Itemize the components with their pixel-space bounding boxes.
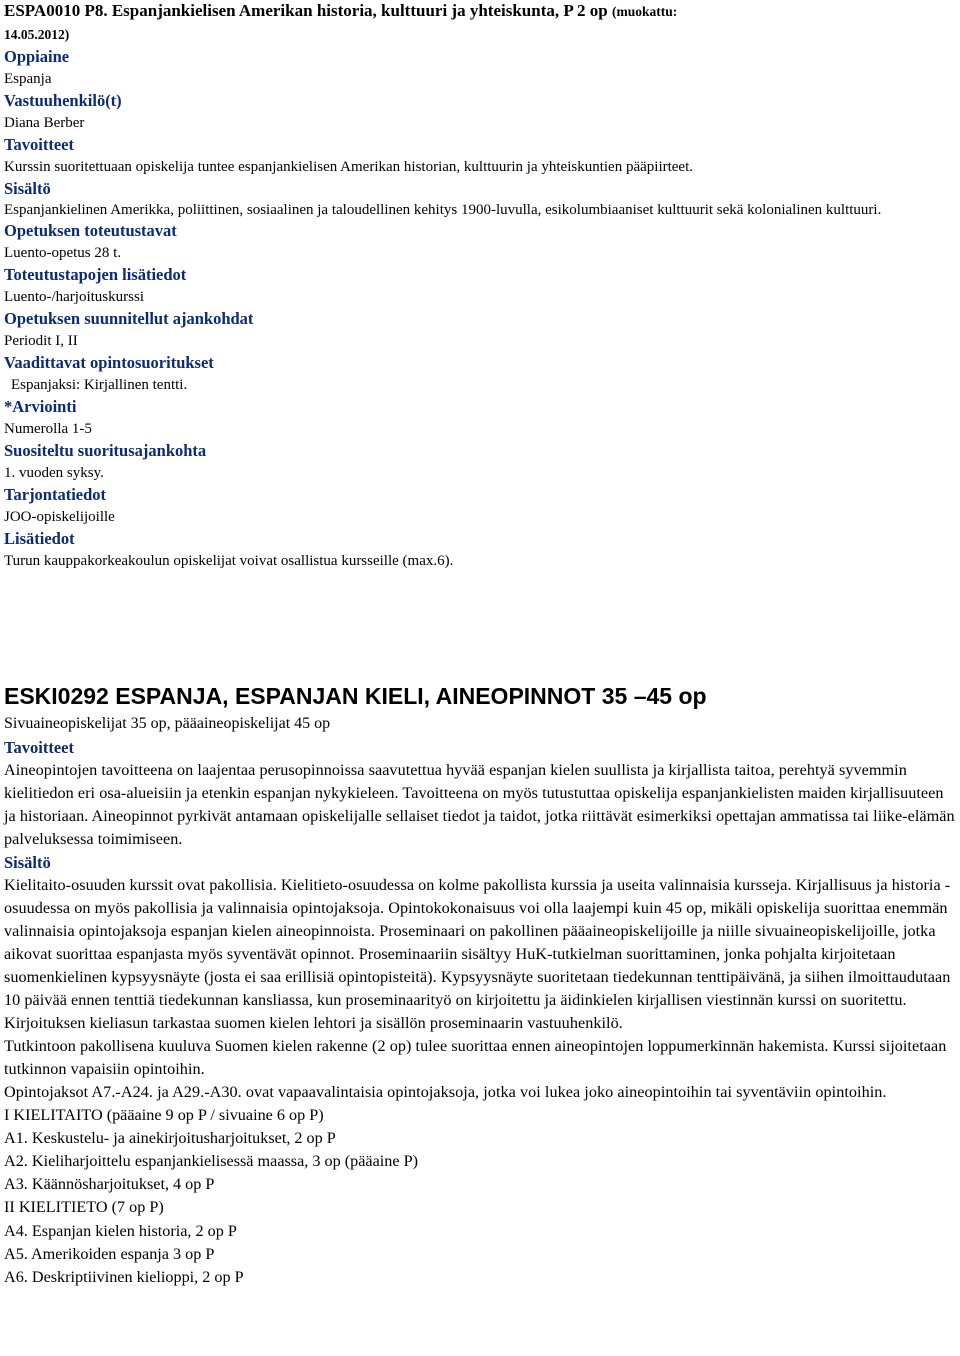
module-content-text-3: Opintojaksot A7.-A24. ja A29.-A30. ovat vapaavalintaisia opintojaksoja, jotka voi lukea joko aineopintoihin tai syventäviin opintoihin. [4, 1082, 887, 1101]
module-heading [4, 683, 956, 709]
section-heading-recommended-time: Suositeltu suoritusajankohta [4, 441, 207, 460]
module-content-text: Kielitaito-osuuden kurssit ovat pakollisia. Kielitieto-osuudessa on kolme pakollista kurssia ja useita valinnaisia kursseja. Kirjallisuus ja historia -osuudessa on myös pakollisia ja valinnaisia opintojaksoja. Opintokokonaisuus voi olla laajempi kuin 45 op, mikäli opiskelija suorittaa enemmän valinnaisia opintojaksoja espanjan kielen aineopinnoista. Proseminaari on pakollinen pääaineopiskelijoille ja niille sivuaineopiskelijoille, jotka aikovat suorittaa espanjasta myös syventävät opinnot. Proseminaariin sisältyy HuK-tutkielman suorittaminen, jonka pohjalta kirjoitetaan suomenkielinen kypsyysnäyte (josta ei saa erillisiä opintopisteitä). Kypsyysnäyte suoritetaan tiedekunnan tenttipäivänä, ja siihen ilmoittaudutaan 10 päivää ennen tenttiä tiedekunnan kansliassa, kun proseminaarityö on kirjoitettu ja äidinkielen kirjallisen viestinnän kurssi on suoritettu. Kirjoituksen kieliasun tarkastaa suomen kielen lehtori ja sisällön proseminaarin vastuuhenkilö. [4, 875, 951, 1032]
section-text-content: Espanjankielinen Amerikka, poliittinen, sosiaalinen ja taloudellinen kehitys 1900-luvulla, esikolumbiaaniset kulttuurit sekä kolonialinen kulttuuri. [4, 202, 882, 218]
section-heading-schedule: Opetuksen suunnitellut ajankohdat [4, 309, 254, 328]
list-item: I KIELITAITO (pääaine 9 op P / sivuaine 6 op P) [4, 1105, 324, 1124]
section-heading-method-details: Toteutustapojen lisätiedot [4, 265, 187, 284]
section-text-schedule: Periodit I, II [4, 333, 78, 349]
module-content-heading: Sisältö [4, 852, 51, 872]
module-goals-heading: Tavoitteet [4, 737, 74, 757]
section-text-method-details: Luento-/harjoituskurssi [4, 289, 144, 305]
list-item: A3. Käännösharjoitukset, 4 op P [4, 1175, 215, 1194]
course-block [4, 0, 956, 572]
list-item: A5. Amerikoiden espanja 3 op P [4, 1244, 215, 1263]
section-heading-offering: Tarjontatiedot [4, 485, 107, 504]
module-subtitle: Sivuaineopiskelijat 35 op, pääaineopiskelijat 45 op [4, 715, 331, 732]
section-heading-teaching-methods: Opetuksen toteutustavat [4, 221, 177, 240]
section-heading-subject: Oppiaine [4, 47, 70, 66]
module-block [4, 683, 956, 1289]
module-heading-sep: – [633, 683, 647, 709]
section-text-offering: JOO-opiskelijoille [4, 509, 115, 525]
section-text-goals: Kurssin suoritettuaan opiskelija tuntee espanjankielisen Amerikan historian, kulttuurin ja yhteiskuntien pääpiirteet. [4, 159, 694, 175]
section-text-recommended-time: 1. vuoden syksy. [4, 465, 104, 481]
list-item: A4. Espanjan kielen historia, 2 op P [4, 1221, 237, 1240]
list-item: A1. Keskustelu- ja ainekirjoitusharjoitukset, 2 op P [4, 1128, 336, 1147]
course-title [4, 0, 956, 46]
section-heading-content: Sisältö [4, 179, 51, 198]
module-heading-text: ESKI0292 ESPANJA, ESPANJAN KIELI, AINEOPINNOT 35 [4, 683, 628, 709]
list-item: II KIELITIETO (7 op P) [4, 1198, 164, 1217]
section-heading-assessment: *Arviointi [4, 397, 77, 416]
section-text-responsible: Diana Berber [4, 115, 85, 131]
section-text-subject: Espanja [4, 71, 52, 87]
module-heading-tail: 45 op [646, 683, 707, 709]
section-heading-additional-info: Lisätiedot [4, 529, 75, 548]
document-page [4, 0, 956, 1286]
section-heading-requirements: Vaadittavat opintosuoritukset [4, 353, 214, 372]
section-text-assessment: Numerolla 1-5 [4, 421, 92, 437]
section-text-additional-info: Turun kauppakorkeakoulun opiskelijat voivat osallistua kursseille (max.6). [4, 553, 454, 569]
list-item: A6. Deskriptiivinen kielioppi, 2 op P [4, 1267, 244, 1286]
course-title-text: ESPA0010 P8. Espanjankielisen Amerikan historia, kulttuuri ja yhteiskunta, P 2 op [4, 1, 608, 20]
section-text-requirements: Espanjaksi: Kirjallinen tentti. [11, 377, 188, 393]
section-text-teaching-methods: Luento-opetus 28 t. [4, 245, 122, 261]
list-item: A2. Kieliharjoittelu espanjankielisessä maassa, 3 op (pääaine P) [4, 1151, 419, 1170]
module-goals-text: Aineopintojen tavoitteena on laajentaa perusopinnoissa saavutettua hyvää espanjan kielen suullista ja kirjallista taitoa, perehtyä syvemmin kielitiedon eri osa-alueisiin ja etenkin espanjan nykykieleen. Tavoitteena on myös tutustuttaa opiskelija espanjankielisten maiden kirjallisuuteen ja historiaan. Aineopinnot pyrkivät antamaan opiskelijalle sellaiset tiedot ja taidot, jotka riittävät esimerkiksi opettajan ammatissa tai liike-elämän palveluksessa toimimiseen. [4, 760, 955, 848]
section-heading-responsible: Vastuuhenkilö(t) [4, 91, 122, 110]
module-content-text-2: Tutkintoon pakollisena kuuluva Suomen kielen rakenne (2 op) tulee suorittaa ennen aineopintojen loppumerkinnän hakemista. Kurssi sijoitetaan tutkinnon vapaisiin opintoihin. [4, 1036, 947, 1078]
modified-label: (muokattu: [612, 4, 678, 19]
modified-date: 14.05.2012) [4, 27, 70, 42]
section-heading-goals: Tavoitteet [4, 135, 74, 154]
